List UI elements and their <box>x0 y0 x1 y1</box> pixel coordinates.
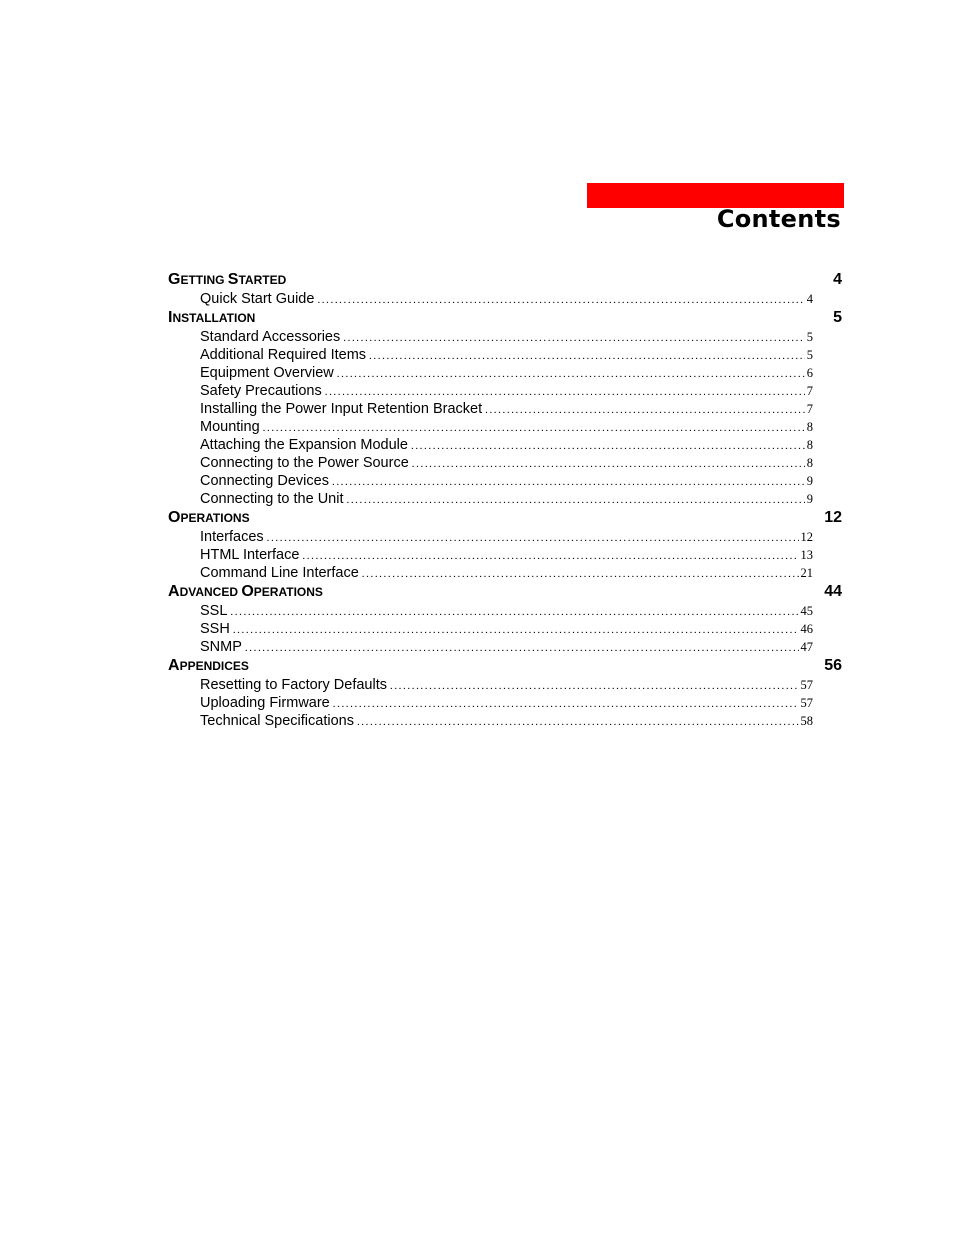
toc-entry-page-number: 6 <box>806 366 813 380</box>
toc-dot-leader <box>412 455 805 473</box>
toc-entry-label: Equipment Overview <box>200 365 334 381</box>
toc-entry-label: Additional Required Items <box>200 347 367 363</box>
toc-section-heading[interactable] <box>168 656 842 676</box>
toc-section-title-rest: NSTALLATION <box>172 311 256 325</box>
toc-entry-label: Uploading Firmware <box>200 695 330 711</box>
toc-entry[interactable] <box>200 382 813 400</box>
toc-entry[interactable] <box>200 290 813 308</box>
toc-dot-leader <box>357 713 799 731</box>
toc-entry[interactable] <box>200 564 813 582</box>
toc-section-title <box>168 270 286 290</box>
toc-dot-leader <box>267 529 799 547</box>
toc-entry-page-number: 8 <box>806 420 813 434</box>
toc-entry[interactable] <box>200 436 813 454</box>
toc-entry-page-number: 4 <box>806 292 813 306</box>
toc-entry-label: SSL <box>200 603 228 619</box>
toc-dot-leader <box>337 365 805 383</box>
toc-entry-page-number: 9 <box>806 492 813 506</box>
toc-entry[interactable] <box>200 602 813 620</box>
toc-section-title <box>168 308 255 328</box>
toc-section <box>168 582 842 656</box>
toc-entry[interactable] <box>200 712 813 730</box>
toc-entry-label: Safety Precautions <box>200 383 322 399</box>
toc-entry[interactable] <box>200 328 813 346</box>
toc-entry-label: SNMP <box>200 639 242 655</box>
toc-dot-leader <box>343 329 805 347</box>
toc-dot-leader <box>369 347 805 365</box>
toc-entry[interactable] <box>200 528 813 546</box>
toc-section-heading[interactable] <box>168 270 842 290</box>
toc-entry[interactable] <box>200 454 813 472</box>
toc-section-page-number: 5 <box>833 309 842 326</box>
toc-dot-leader <box>333 695 799 713</box>
toc-dot-leader <box>230 603 798 621</box>
toc-dot-leader <box>317 291 804 309</box>
toc-section-heading[interactable] <box>168 582 842 602</box>
toc-entry-page-number: 9 <box>806 474 813 488</box>
toc-entry-page-number: 12 <box>800 530 813 544</box>
toc-entry-label: Connecting to the Unit <box>200 491 344 507</box>
toc-entry-page-number: 7 <box>806 402 813 416</box>
toc-entry[interactable] <box>200 676 813 694</box>
toc-entry[interactable] <box>200 364 813 382</box>
toc-entry-label: Installing the Power Input Retention Bracket <box>200 401 483 417</box>
toc-section-title-rest: PPENDICES <box>179 659 249 673</box>
toc-entry-page-number: 21 <box>800 566 813 580</box>
toc-section <box>168 508 842 582</box>
toc-dot-leader <box>233 621 799 639</box>
toc-entry-label: Mounting <box>200 419 260 435</box>
toc-dot-leader <box>263 419 805 437</box>
toc-entry[interactable] <box>200 400 813 418</box>
toc-entry-page-number: 58 <box>800 714 813 728</box>
toc-section-page-number: 12 <box>824 509 842 526</box>
toc-section-title-rest: PERATIONS <box>253 585 323 599</box>
toc-section-page-number: 56 <box>824 657 842 674</box>
toc-section-title-cap: I <box>168 309 173 326</box>
toc-entry-page-number: 57 <box>800 696 813 710</box>
toc-entry-page-number: 8 <box>806 456 813 470</box>
toc-section-title-rest: PERATIONS <box>180 511 250 525</box>
toc-entry-page-number: 8 <box>806 438 813 452</box>
toc-entry[interactable] <box>200 694 813 712</box>
toc-dot-leader <box>346 491 804 509</box>
toc-entry-label: Connecting to the Power Source <box>200 455 409 471</box>
toc-dot-leader <box>390 677 799 695</box>
toc-section-title <box>168 582 323 602</box>
toc-entry-label: Standard Accessories <box>200 329 341 345</box>
toc-entry-page-number: 47 <box>800 640 813 654</box>
toc-section-page-number: 4 <box>833 271 842 288</box>
toc-section <box>168 308 842 508</box>
toc-entry-page-number: 57 <box>800 678 813 692</box>
toc-entry[interactable] <box>200 490 813 508</box>
toc-entry-page-number: 7 <box>806 384 813 398</box>
toc-entry[interactable] <box>200 620 813 638</box>
toc-section-title <box>168 656 249 676</box>
toc-dot-leader <box>485 401 805 419</box>
toc-section-title-rest: ETTING <box>180 273 228 287</box>
toc-section-title-cap: O <box>168 509 181 526</box>
toc-entry-label: SSH <box>200 621 230 637</box>
toc-entry-label: HTML Interface <box>200 547 300 563</box>
toc-section <box>168 270 842 308</box>
toc-entry[interactable] <box>200 546 813 564</box>
toc-dot-leader <box>325 383 805 401</box>
page-title: Contents <box>716 205 841 233</box>
toc-entry-label: Command Line Interface <box>200 565 359 581</box>
toc-dot-leader <box>411 437 805 455</box>
toc-entry-page-number: 45 <box>800 604 813 618</box>
toc-section-title-cap: A <box>168 657 180 674</box>
toc-entry-label: Attaching the Expansion Module <box>200 437 408 453</box>
toc-entry-label: Connecting Devices <box>200 473 329 489</box>
toc-section-title-cap: G <box>168 271 181 288</box>
toc-entry[interactable] <box>200 418 813 436</box>
toc-dot-leader <box>245 639 799 657</box>
toc-section-title-cap: O <box>241 583 254 600</box>
toc-section <box>168 656 842 730</box>
toc-entry-page-number: 46 <box>800 622 813 636</box>
toc-section-page-number: 44 <box>824 583 842 600</box>
toc-entry-label: Quick Start Guide <box>200 291 315 307</box>
toc-entry[interactable] <box>200 638 813 656</box>
toc-dot-leader <box>302 547 798 565</box>
toc-section-title-rest: TARTED <box>238 273 287 287</box>
toc-section-title-rest: DVANCED <box>179 585 242 599</box>
toc-dot-leader <box>362 565 799 583</box>
toc-entry-page-number: 13 <box>800 548 813 562</box>
toc-entry-label: Interfaces <box>200 529 264 545</box>
table-of-contents <box>168 270 842 730</box>
toc-entry-label: Technical Specifications <box>200 713 354 729</box>
toc-entry-page-number: 5 <box>806 348 813 362</box>
toc-entry[interactable] <box>200 472 813 490</box>
toc-entry-page-number: 5 <box>806 330 813 344</box>
toc-dot-leader <box>332 473 805 491</box>
toc-section-title <box>168 508 250 528</box>
toc-entry-label: Resetting to Factory Defaults <box>200 677 387 693</box>
toc-section-title-cap: S <box>227 271 239 288</box>
toc-section-title-cap: A <box>168 583 180 600</box>
toc-section-heading[interactable] <box>168 308 842 328</box>
toc-section-heading[interactable] <box>168 508 842 528</box>
toc-entry[interactable] <box>200 346 813 364</box>
